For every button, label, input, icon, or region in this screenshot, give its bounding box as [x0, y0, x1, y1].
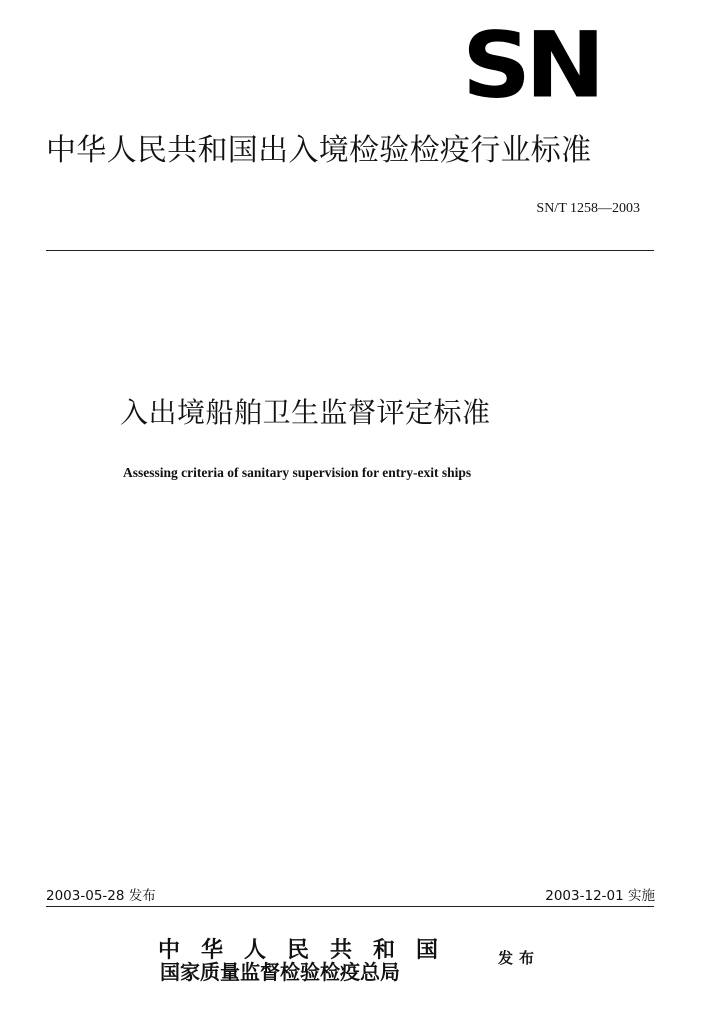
publish-label: 发布: [498, 949, 541, 967]
document-title-english: Assessing criteria of sanitary supervision for entry-exit ships: [123, 465, 472, 480]
publisher-agency: 国家质量监督检验检疫总局: [160, 960, 400, 984]
category-title: 中华人民共和国出入境检验检疫行业标准: [46, 133, 592, 168]
sn-logo: SN: [462, 11, 600, 119]
header-divider: [46, 250, 654, 251]
standard-number: SN/T 1258—2003: [536, 201, 640, 216]
footer-divider: [46, 906, 654, 907]
issue-date: 2003-05-28 发布: [46, 888, 156, 904]
effective-date: 2003-12-01 实施: [545, 888, 655, 904]
publisher-country: 中华人民共和国: [158, 937, 460, 963]
document-title-chinese: 入出境船舶卫生监督评定标准: [120, 396, 491, 429]
